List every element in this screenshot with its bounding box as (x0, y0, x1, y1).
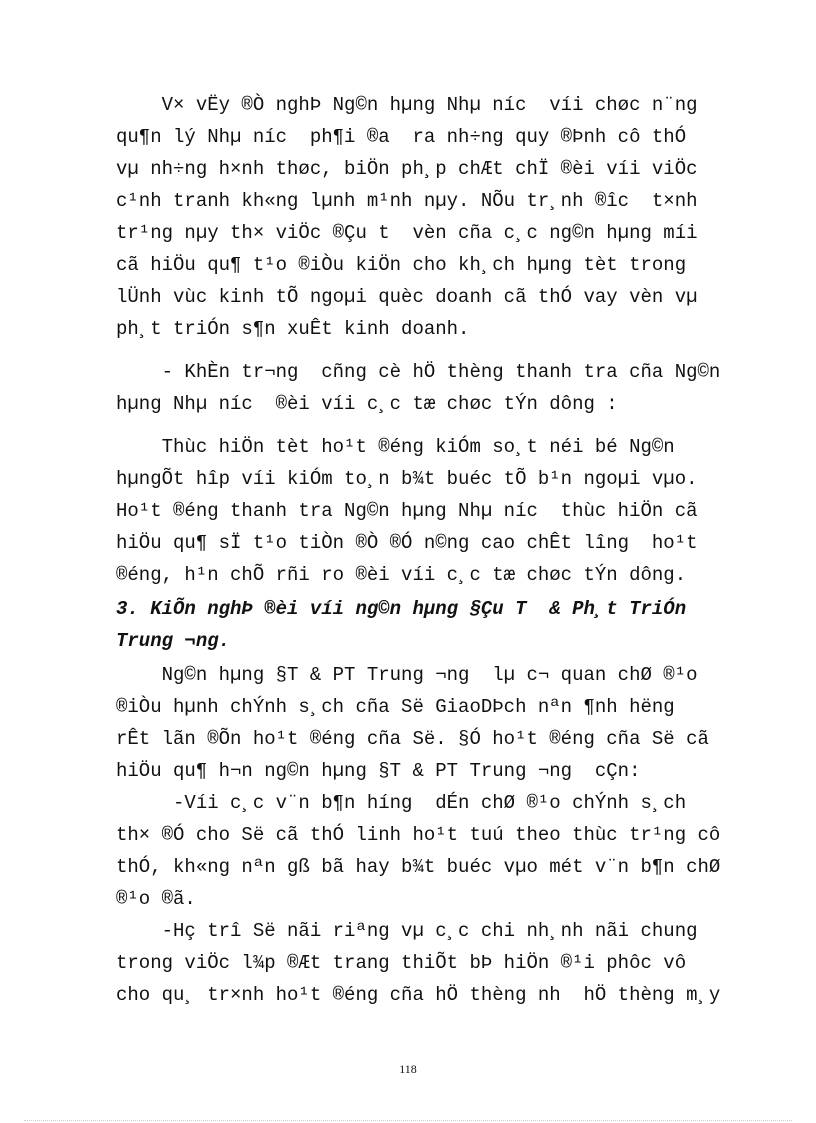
body-text-line: c¹nh tranh kh«ng lµnh m¹nh nµy. NÕu tr¸nh ®îc t×nh (116, 190, 698, 212)
body-text-line: -Víi c¸c v¨n b¶n híng dÉn chØ ®¹o chÝnh s¸ch (116, 792, 687, 814)
body-text-line: lÜnh vùc kinh tÕ ngoµi quèc doanh cã thÓ vay vèn vµ (116, 286, 698, 308)
section-heading: 3. KiÕn nghÞ ®èi víi ng©n hµng §Çu T & Ph¸t TriÓn (116, 598, 687, 620)
body-text-line: thÓ, kh«ng nªn gß bã hay b¾t buéc vµo mét v¨n b¶n chØ (116, 856, 721, 878)
body-text-line: cho qu¸ tr×nh ho¹t ®éng cña hÖ thèng nh hÖ thèng m¸y (116, 984, 721, 1006)
page-number: 118 (399, 1062, 417, 1076)
body-text-line: Ho¹t ®éng thanh tra Ng©n hµng Nhµ níc thùc hiÖn cã (116, 500, 698, 522)
body-text-line: trong viÖc l¾p ®Æt trang thiÕt bÞ hiÖn ®¹i phôc vô (116, 952, 687, 974)
body-text-line: - KhÈn tr¬ng cñng cè hÖ thèng thanh tra cña Ng©n (116, 361, 721, 383)
body-text-line: hµng Nhµ níc ®èi víi c¸c tæ chøc tÝn dông : (116, 393, 618, 415)
body-text-line: Ng©n hµng §T & PT Trung ¬ng lµ c¬ quan chØ ®¹o (116, 664, 698, 686)
body-text-line: hiÖu qu¶ sÏ t¹o tiÒn ®Ò ®Ó n©ng cao chÊt lîng ho¹t (116, 532, 698, 554)
body-text-line: hµngÕt hîp víi kiÓm to¸n b¾t buéc tÕ b¹n ngoµi vµo. (116, 468, 698, 490)
body-text-line: ®iÒu hµnh chÝnh s¸ch cña Së GiaoDÞch nªn ¶nh hëng (116, 696, 675, 718)
section-heading: Trung ¬ng. (116, 630, 231, 652)
body-text-line: rÊt lãn ®Õn ho¹t ®éng cña Së. §Ó ho¹t ®éng cña Së cã (116, 728, 709, 750)
body-text-line: V× vËy ®Ò nghÞ Ng©n hµng Nhµ níc víi chøc n¨ng (116, 94, 698, 116)
body-text-line: vµ nh÷ng h×nh thøc, biÖn ph¸p chÆt chÏ ®èi víi viÖc (116, 158, 698, 180)
body-text-line: -Hç trî Së nãi riªng vµ c¸c chi nh¸nh nãi chung (116, 920, 698, 942)
body-text-line: Thùc hiÖn tèt ho¹t ®éng kiÓm so¸t néi bé Ng©n (116, 436, 675, 458)
body-text-line: qu¶n lý Nhµ níc ph¶i ®a ra nh÷ng quy ®Þnh cô thÓ (116, 126, 687, 148)
body-text-line: ®¹o ®ã. (116, 888, 196, 910)
body-text-line: ®éng, h¹n chÕ rñi ro ®èi víi c¸c tæ chøc tÝn dông. (116, 564, 687, 586)
body-text-line: th× ®Ó cho Së cã thÓ linh ho¹t tuú theo thùc tr¹ng cô (116, 824, 721, 846)
body-text-line: ph¸t triÓn s¶n xuÊt kinh doanh. (116, 318, 470, 340)
body-text-line: hiÖu qu¶ h¬n ng©n hµng §T & PT Trung ¬ng cÇn: (116, 760, 641, 782)
body-text-line: tr¹ng nµy th× viÖc ®Çu t vèn cña c¸c ng©n hµng míi (116, 222, 698, 244)
footer-divider (24, 1120, 792, 1121)
body-text-line: cã hiÖu qu¶ t¹o ®iÒu kiÖn cho kh¸ch hµng tèt trong (116, 254, 687, 276)
